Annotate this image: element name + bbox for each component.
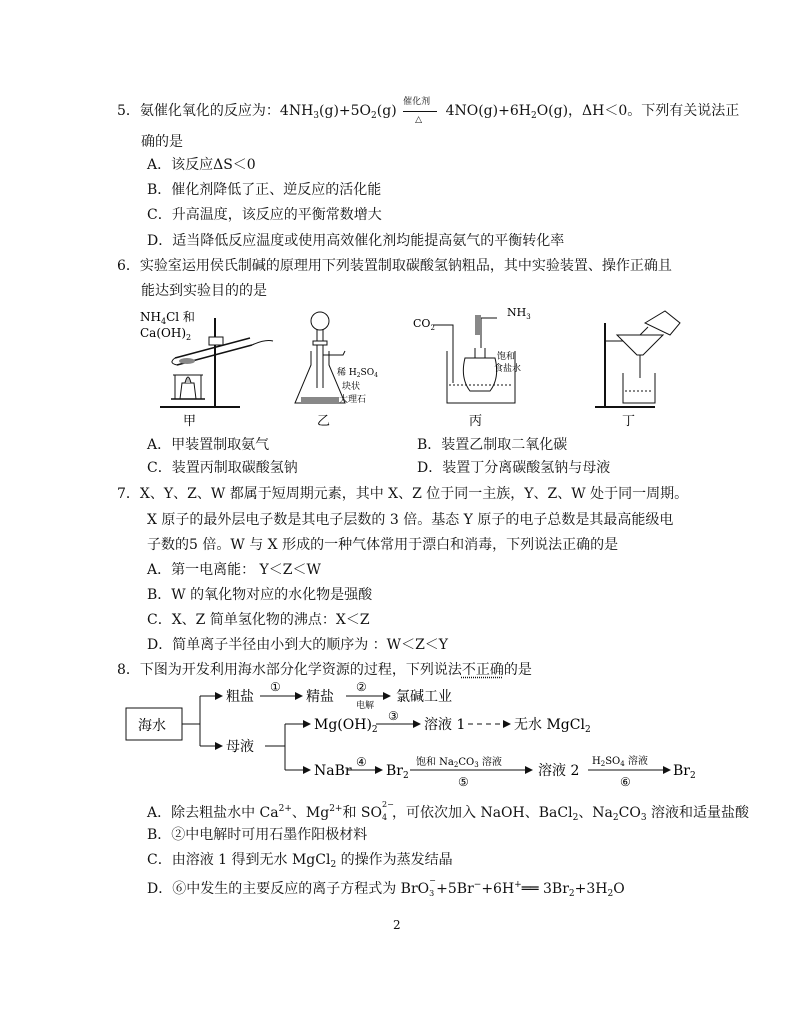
- anhydrous-mgcl2: 无水 MgCl$_2$: [514, 717, 591, 735]
- label-bing: 丙: [469, 414, 483, 429]
- br2-a: $Br_2$: [386, 763, 409, 781]
- q7-option-a: A．第一电离能： Y＜Z＜W: [147, 562, 321, 578]
- crude-salt: 粗盐: [226, 689, 254, 705]
- q7-stem-line2: X 原子的最外层电子数是其电子层数的 3 倍。基态 Y 原子的电子总数是其最高能级电: [147, 512, 674, 528]
- emphasis-not-correct: 不正确: [461, 662, 504, 678]
- jia-reagent-2: $Ca(OH)_2$: [140, 326, 192, 342]
- bing-co2: $CO_2$: [413, 317, 435, 332]
- refined-salt: 精盐: [306, 689, 334, 705]
- q5-option-b: B．催化剂降低了正、逆反应的活化能: [147, 182, 382, 198]
- apparatus-yi: [295, 312, 378, 429]
- q5-stem-line2: 确的是: [141, 134, 183, 150]
- q7-option-b: B．W 的氧化物对应的水化物是强酸: [147, 587, 373, 603]
- nabr: NaBr: [314, 763, 352, 779]
- q6-stem-line2: 能达到实验目的的是: [141, 283, 267, 299]
- q6-option-c: C．装置丙制取碳酸氢钠: [147, 460, 298, 476]
- h2so4: $H_2SO_4$ 溶液: [592, 756, 648, 768]
- electrolysis: 电解: [356, 701, 375, 711]
- chlor-alkali: 氯碱工业: [396, 689, 452, 705]
- q6-stem-line1: 6．实验室运用侯氏制碱的原理用下列装置制取碳酸氢钠粗品，其中实验装置、操作正确且: [117, 258, 672, 274]
- apparatus-jia: [140, 310, 273, 429]
- q7-stem-line3: 子数的5 倍。W 与 X 形成的一种气体常用于漂白和消毒，下列说法正确的是: [147, 537, 619, 553]
- label-ding: 丁: [622, 414, 636, 429]
- mgoh2: $Mg(OH)_2$: [314, 717, 378, 735]
- sat-na2co3: 饱和 $Na_2CO_3$ 溶液: [416, 757, 502, 769]
- seawater-flowchart: [120, 680, 700, 792]
- step-6: ⑥: [620, 775, 631, 789]
- step-4: ④: [356, 755, 367, 769]
- apparatus-bing: [413, 306, 531, 429]
- yi-solid-2: 大理石: [339, 395, 367, 405]
- bing-nh3: $NH_3$: [507, 306, 531, 321]
- q7-option-c: C．X、Z 简单氢化物的沸点：X＜Z: [147, 612, 370, 628]
- step-5: ⑤: [458, 775, 469, 789]
- solution-2: 溶液 2: [538, 763, 580, 779]
- bing-sol-1: 饱和: [497, 352, 516, 362]
- q8-option-d: D．⑥中发生的主要反应的离子方程式为 BrO − 3 +5Br−+6H+══ $3Br_2+3H_2O$: [147, 876, 625, 899]
- q8-stem: 8．下图为开发利用海水部分化学资源的过程，下列说法不正确的是: [117, 662, 532, 678]
- q6-option-b: B．装置乙制取二氧化碳: [417, 437, 568, 453]
- reaction-condition-arrow: 催化剂 △: [401, 102, 441, 120]
- q8-option-a: A．除去粗盐水中 $Ca^{2+}$、$Mg^{2+}$和 SO 2− 4 ，可依次加入 NaOH、BaCl$_2$、$Na_2CO_3$ 溶液和适量盐酸: [147, 800, 750, 823]
- yi-acid: 稀 $H_2SO_4$: [337, 368, 378, 379]
- jia-reagent-1: $NH_4Cl$ 和: [140, 310, 195, 326]
- page-number: 2: [393, 918, 401, 932]
- mother-liquor: 母液: [226, 739, 254, 755]
- apparatus-figure: [135, 303, 695, 433]
- q5-stem-line1: 5．氨催化氧化的反应为：$4NH_3(g)+5O_2(g)$ 催化剂 △ $4NO(g)+6H_2O(g)$，ΔH＜0。下列有关说法正: [117, 97, 740, 125]
- q8-option-c: C．由溶液 1 得到无水 MgCl$_2$ 的操作为蒸发结晶: [147, 852, 453, 870]
- q5-option-d: D．适当降低反应温度或使用高效催化剂均能提高氨气的平衡转化率: [147, 233, 565, 249]
- step-2: ②: [356, 680, 367, 694]
- br2-b: $Br_2$: [673, 763, 696, 781]
- q6-option-d: D．装置丁分离碳酸氢钠与母液: [417, 460, 611, 476]
- q8-option-b: B．②中电解时可用石墨作阳极材料: [147, 827, 368, 843]
- step-1: ①: [270, 680, 281, 694]
- apparatus-ding: [595, 311, 680, 429]
- solution-1: 溶液 1: [424, 717, 466, 733]
- q5-option-c: C．升高温度，该反应的平衡常数增大: [147, 207, 382, 223]
- q7-option-d: D．简单离子半径由小到大的顺序为 ：W＜Z＜Y: [147, 637, 449, 653]
- yi-solid-1: 块状: [342, 382, 361, 392]
- step-3: ③: [388, 709, 399, 723]
- label-yi: 乙: [317, 414, 331, 429]
- q5-option-a: A．该反应ΔS＜0: [147, 157, 256, 173]
- q6-option-a: A．甲装置制取氨气: [147, 437, 270, 453]
- q7-stem-line1: 7．X、Y、Z、W 都属于短周期元素，其中 X、Z 位于同一主族，Y、Z、W 处于同一周期。: [117, 486, 689, 502]
- seawater-label: 海水: [138, 718, 166, 734]
- label-jia: 甲: [183, 414, 197, 429]
- bing-sol-2: 食盐水: [494, 364, 522, 374]
